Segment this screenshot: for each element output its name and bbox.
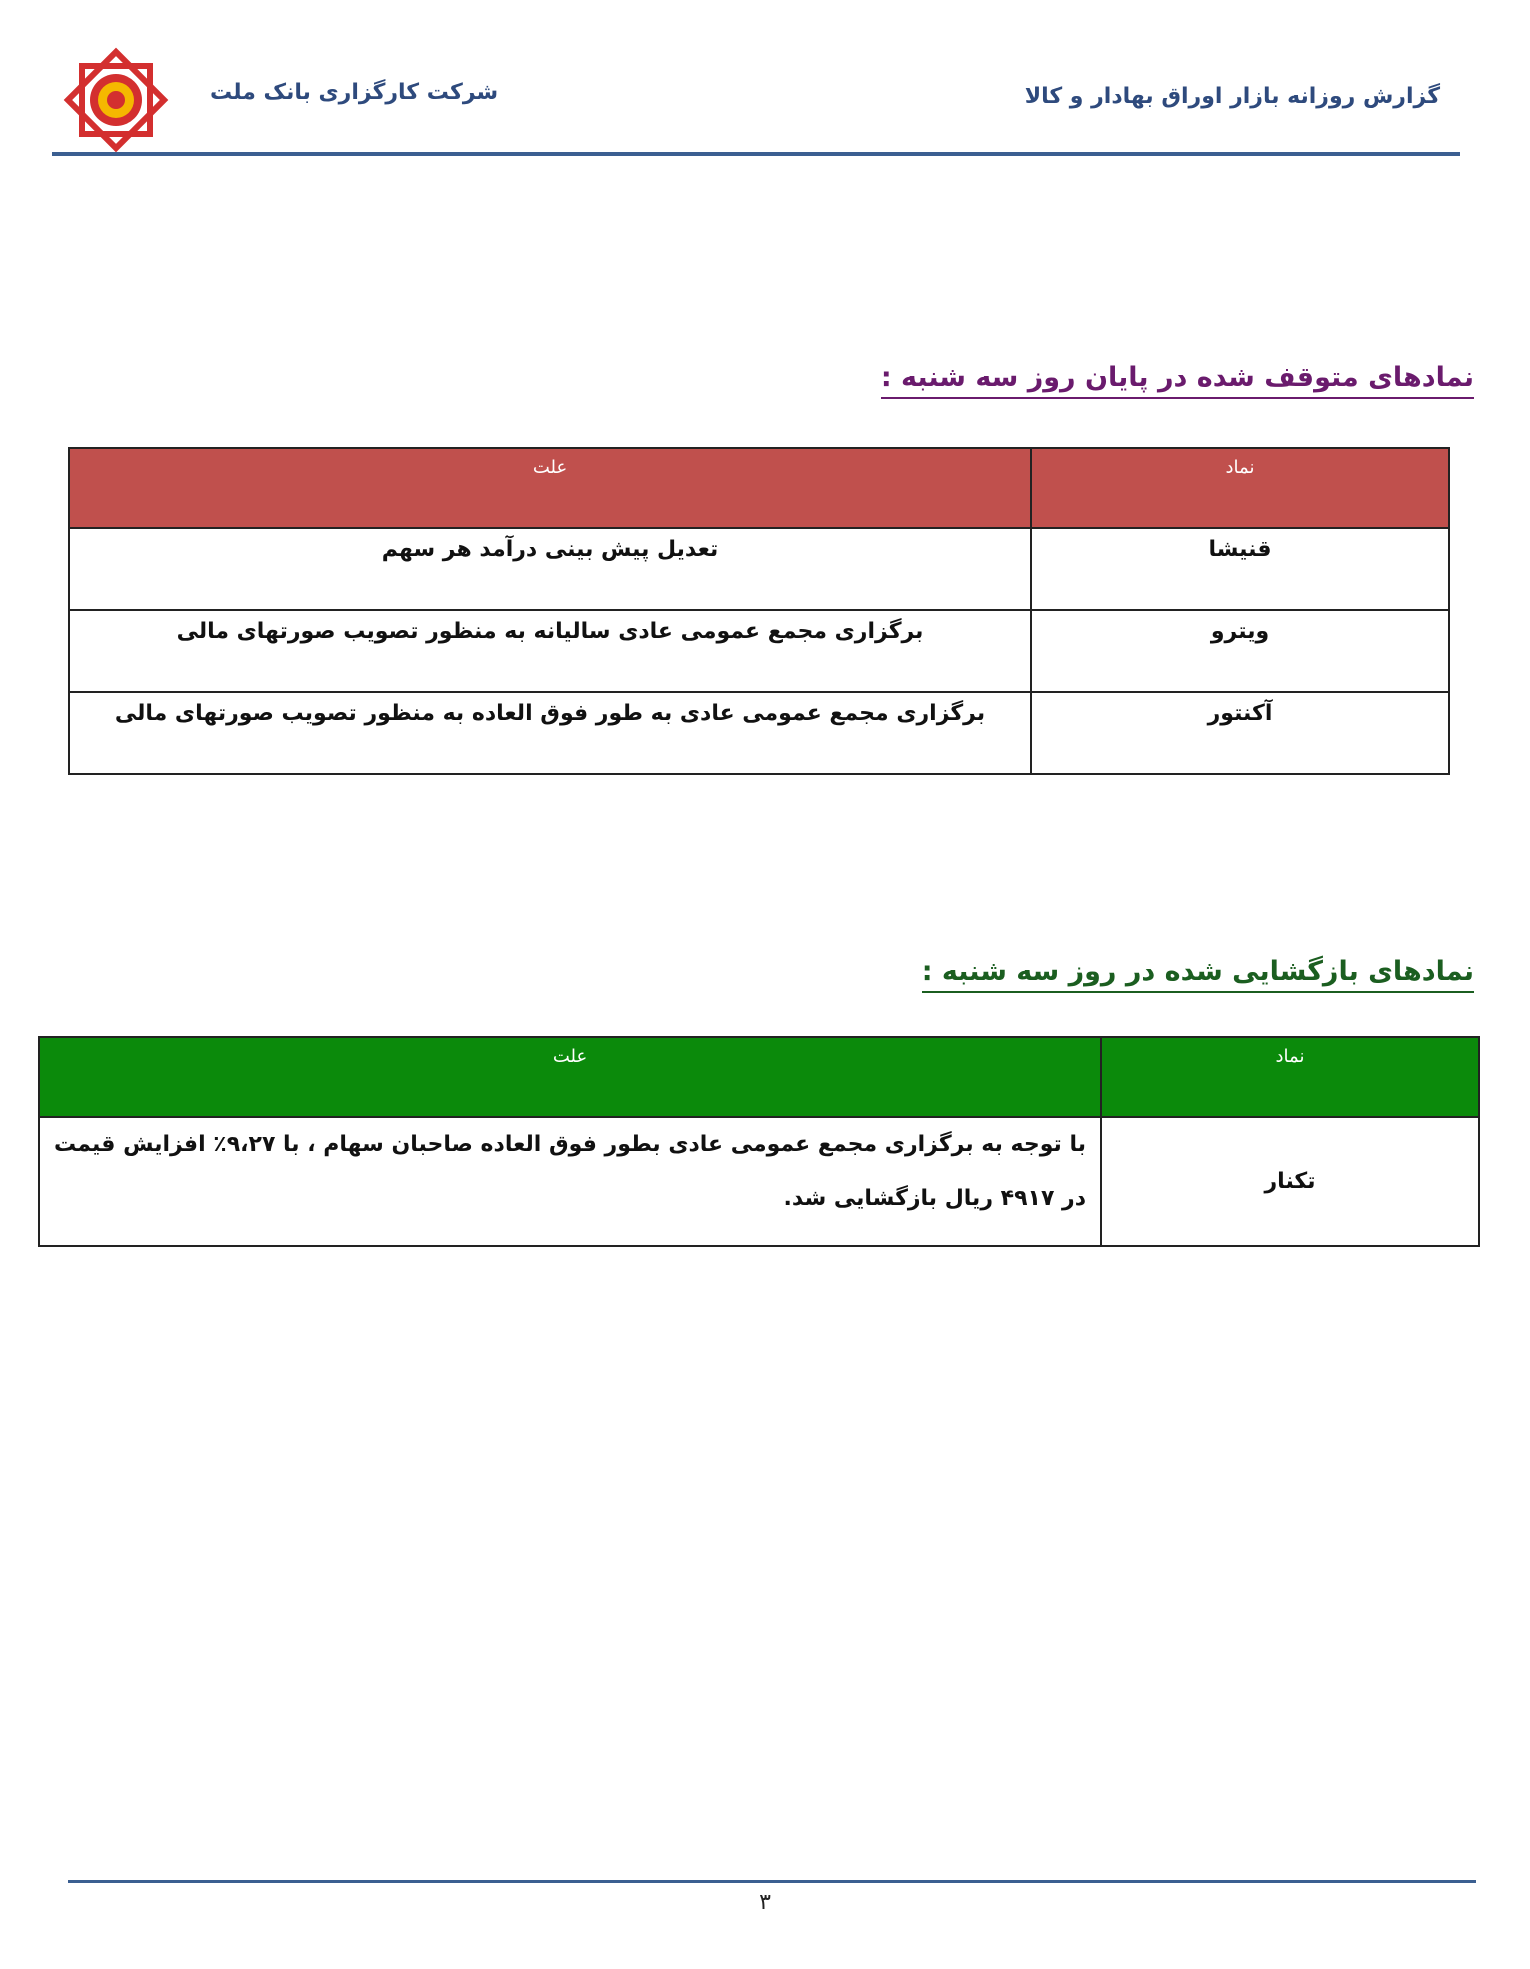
bank-mellat-logo-icon	[60, 44, 172, 156]
halted-symbols-heading: نمادهای متوقف شده در پایان روز سه شنبه :	[881, 362, 1474, 399]
reason-cell: تعدیل پیش بینی درآمد هر سهم	[69, 528, 1031, 610]
table-row	[69, 610, 1449, 692]
symbol-cell: آکنتور	[1031, 692, 1449, 774]
reason-cell: برگزاری مجمع عمومی عادی به طور فوق العاده به منظور تصویب صورتهای مالی	[69, 692, 1031, 774]
company-name: شرکت کارگزاری بانک ملت	[210, 80, 499, 105]
table-row	[69, 528, 1449, 610]
symbol-cell: ویترو	[1031, 610, 1449, 692]
table-header-row	[69, 448, 1449, 528]
halted-symbols-table	[68, 447, 1450, 775]
footer-divider	[68, 1880, 1476, 1883]
table-row	[39, 1117, 1479, 1246]
report-title: گزارش روزانه بازار اوراق بهادار و کالا	[1024, 84, 1440, 109]
column-header-reason: علت	[69, 448, 1031, 528]
reason-cell: با توجه به برگزاری مجمع عمومی عادی بطور فوق العاده صاحبان سهام ، با ۹،۲۷٪ افزایش قیمت در ۴۹۱۷ ریال بازگشایی شد.	[39, 1117, 1101, 1246]
symbol-cell: تکنار	[1101, 1117, 1479, 1246]
reopened-symbols-table	[38, 1036, 1480, 1247]
table-header-row	[39, 1037, 1479, 1117]
symbol-cell: قنیشا	[1031, 528, 1449, 610]
column-header-symbol: نماد	[1031, 448, 1449, 528]
column-header-symbol: نماد	[1101, 1037, 1479, 1117]
column-header-reason: علت	[39, 1037, 1101, 1117]
reason-cell: برگزاری مجمع عمومی عادی سالیانه به منظور تصویب صورتهای مالی	[69, 610, 1031, 692]
table-row	[69, 692, 1449, 774]
page-number: ۳	[759, 1890, 771, 1915]
reopened-symbols-heading: نمادهای بازگشایی شده در روز سه شنبه :	[922, 956, 1474, 993]
header-divider	[52, 152, 1460, 156]
